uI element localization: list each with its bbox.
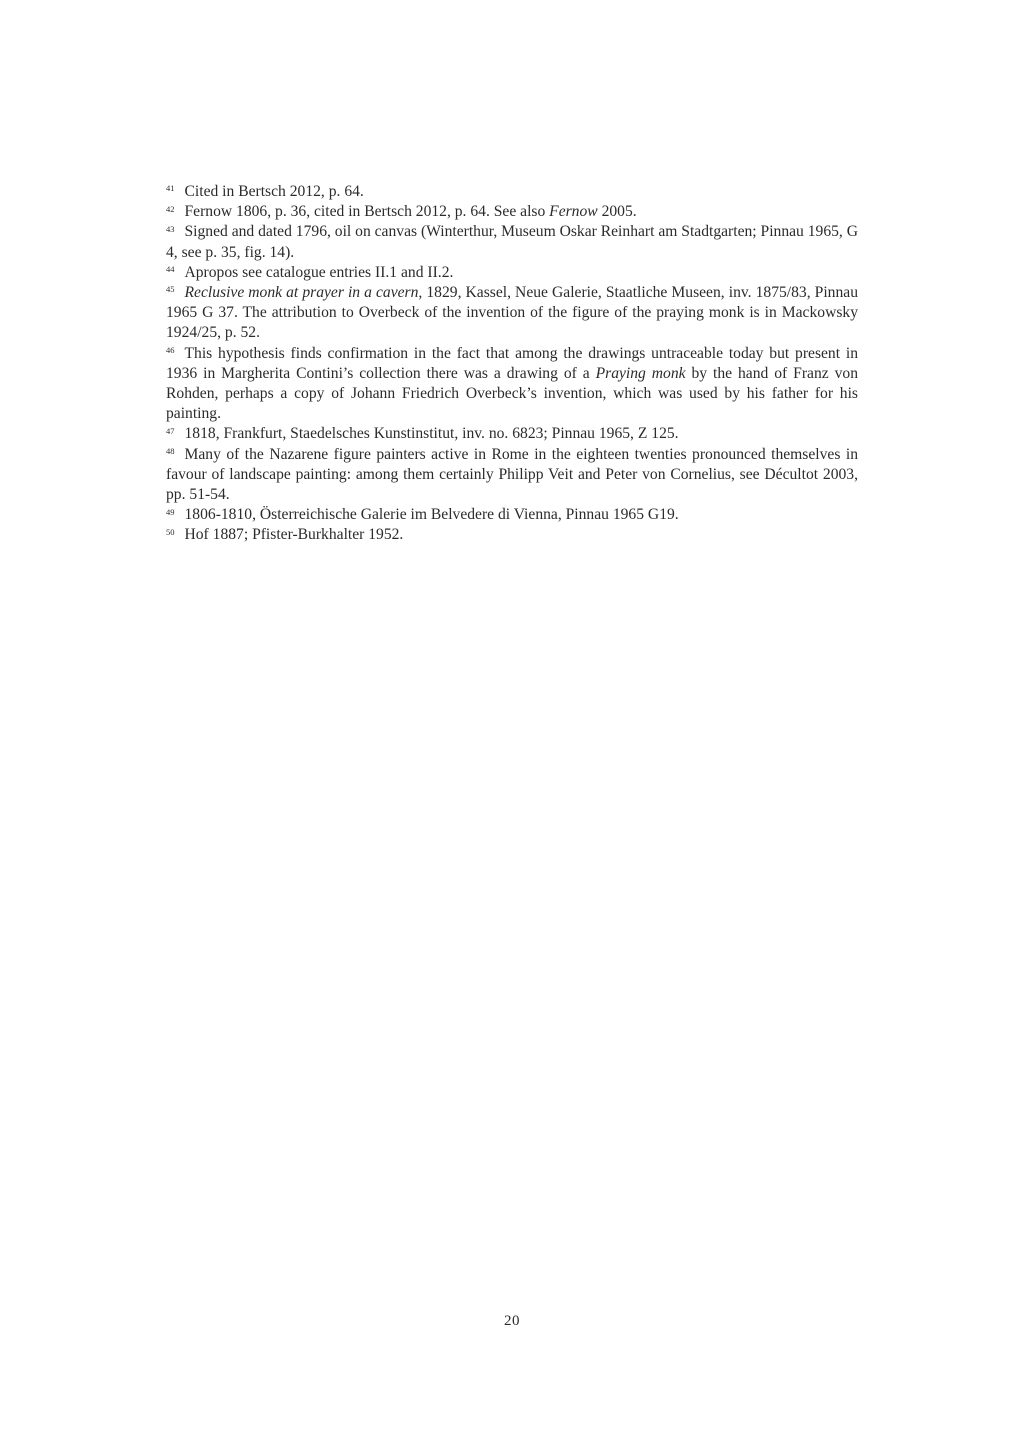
- footnote: [166, 505, 858, 525]
- footnote: [166, 182, 858, 202]
- footnote-number: 41: [166, 183, 175, 194]
- footnote-number: 46: [166, 344, 175, 355]
- footnote-text: Many of the Nazarene figure painters active in Rome in the eighteen twenties pronounced themselves in favour of landscape painting: among them certainly Philipp Veit and Peter von Cornelius, see Décultot 2003, pp. 51-54.: [166, 445, 858, 504]
- footnote-number: 44: [166, 264, 175, 275]
- footnote: [166, 445, 858, 506]
- footnote-text: 1829, Kassel, Neue Galerie, Staatliche Museen, inv. 1875/83, Pinnau 1965 G 37. The attribution to Overbeck of the invention of the figure of the praying monk is in Mackowsky 1924/25, p. 52.: [166, 284, 858, 342]
- footnotes-block: [166, 182, 858, 546]
- footnote-text: Hof 1887; Pfister-Burkhalter 1952.: [184, 526, 404, 544]
- footnote: [166, 222, 858, 262]
- footnote-text: 2005.: [597, 203, 637, 221]
- footnote-text: Apropos see catalogue entries II.1 and II.2.: [184, 263, 454, 281]
- footnote-number: 48: [166, 445, 175, 456]
- footnote: [166, 424, 858, 444]
- footnote-text: This hypothesis finds confirmation in the fact that among the drawings untraceable today but present in 1936 in Margherita Contini’s collection there was a drawing of a: [166, 344, 858, 382]
- footnote-number: 47: [166, 425, 175, 436]
- footnote-text: 1818, Frankfurt, Staedelsches Kunstinstitut, inv. no. 6823; Pinnau 1965, Z 125.: [184, 425, 679, 443]
- footnote: [166, 283, 858, 344]
- footnote-number: 43: [166, 223, 175, 234]
- footnote-number: 49: [166, 506, 175, 517]
- footnote-text: 1806-1810, Österreichische Galerie im Belvedere di Vienna, Pinnau 1965 G19.: [184, 506, 679, 524]
- footnote: [166, 263, 858, 283]
- footnote-text: Cited in Bertsch 2012, p. 64.: [184, 183, 364, 200]
- footnote-number: 42: [166, 203, 175, 214]
- footnote-number: 45: [166, 284, 175, 295]
- footnote-italic-text: Reclusive monk at prayer in a cavern,: [184, 284, 423, 302]
- footnote-text: by the hand of Franz von Rohden, perhaps a copy of Johann Friedrich Overbeck’s invention, which was used by his father for his painting.: [166, 364, 858, 423]
- footnote: [166, 344, 858, 425]
- footnote: [166, 525, 858, 545]
- footnote-italic-text: Praying monk: [595, 364, 686, 382]
- footnote-number: 50: [166, 526, 175, 537]
- page-number: 20: [504, 1313, 520, 1329]
- footnote-text: Fernow 1806, p. 36, cited in Bertsch 2012, p. 64. See also: [184, 203, 550, 221]
- footnote: [166, 202, 858, 222]
- footnote-italic-text: Fernow: [549, 203, 598, 221]
- footnote-text: Signed and dated 1796, oil on canvas (Winterthur, Museum Oskar Reinhart am Stadtgarten; Pinnau 1965, G 4, see p. 35, fig. 14).: [166, 223, 858, 261]
